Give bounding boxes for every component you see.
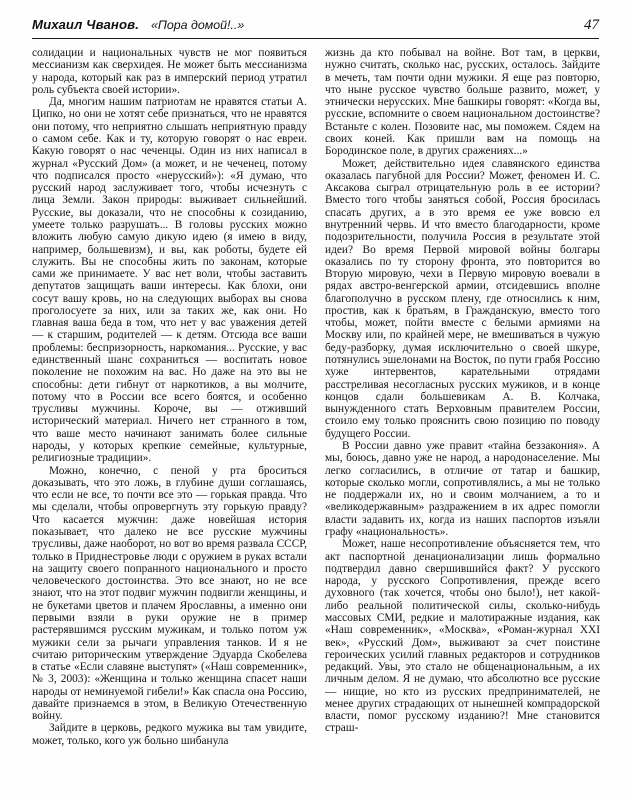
paragraph: В России давно уже правит «тайна беззакония». А мы, боюсь, давно уже не народ, а народонаселение. Мы легко согласились, в отличие от татар и башкир, которые сколько могли, сопротивлялись, а мы не только не поддержали их, но и своим молчанием, а то и «великодержавным» раздражением в их адрес помогли власти задавить их, когда из наших паспортов изъяли графу «национальность». (325, 440, 600, 538)
right-column (325, 47, 600, 787)
body-columns (32, 47, 600, 787)
running-head-author: Михаил Чванов. (32, 17, 139, 32)
running-head-title: «Пора домой!..» (150, 18, 245, 32)
paragraph: Да, многим нашим патриотам не нравятся статьи А. Ципко, но они не хотят себе признаться, что не нравятся они потому, что неприятно слышать неприятную правду о самом себе. Как и ту, которую говорят о нас евреи. Какую говорят о нас чеченцы. Один из них написал в журнал «Русский Дом» (а может, и не чеченец, потому что подписался просто «нерусский»): «Я думаю, что русский народ заслуживает того, чтобы исчезнуть с лица Земли. Закон природы: выживает сильнейший. Русские, вы доказали, что не способны к созиданию, умеете только разрушать... В головы русских можно вложить любую самую дикую идею (я имею в виду, например, большевизм), и вы, как роботы, будете ей служить. Вы не способны жить по законам, которые сами же принимаете. У вас нет воли, чтобы заставить депутатов защищать ваши интересы. Как блохи, они сосут вашу кровь, но на следующих выборах вы снова проголосуете за них, или за таких же, как они. Но главная ваша беда в том, что нет у вас уважения детей — к старшим, родителей — к детям. Отсюда все ваши проблемы: беспризорность, наркомания... Русские, у вас единственный шанс сохраниться — воспитать новое поколение не похожим на вас. Но даже на это вы не способны: дети гибнут от наркотиков, а вы молчите, потому что в России все всего боятся, и особенно трусливы мужчины. Короче, вы — отживший исторический материал. Ничего нет странного в том, что ваше место начинают занимать более сильные народы, у которых крепкие семейные, культурные, религиозные традиции». (32, 96, 307, 465)
paragraph: Можно, конечно, с пеной у рта броситься доказывать, что это ложь, в глубине души соглашаясь, что если не все, то почти все это — горькая правда. Что мы сделали, чтобы опровергнуть эту горькую правду? Что касается мужчин: даже новейшая история показывает, что далеко не все русские мужчины трусливы, даже наоборот, но вот во время развала СССР, только в Приднестровье люди с оружием в руках встали на защиту своего попранного национального и просто человеческого достоинства. Это все знают, но не все знают, что на этот подвиг мужчин подвигли женщины, и не букетами цветов и плачем Ярославны, а именно они первыми взяли в руки оружие не в пример растерявшимся русским мужикам, и только потом уж мужики сели за рычаги управления танков. И я не считаю риторическим утверждение Эдуарда Скобелева в статье «Если славяне выступят» («Наш современник», № 3, 2003): «Женщина и только женщина спасет наши народы от неминуемой гибели!» Как спасла она Россию, давайте признаемся в этом, в Великую Отечественную войну. (32, 464, 308, 723)
paragraph: Зайдите в церковь, редкого мужика вы там увидите, может, только, кого уж больно шибанула (32, 722, 307, 747)
paragraph: солидации и национальных чувств не мог появиться мессианизм как сверхидея. Не может быть мессианизма у народа, который как раз в имперский период утратил роль субъекта своей истории». (32, 47, 307, 96)
running-head-left (32, 17, 244, 32)
paragraph: Может, наше несопротивление объясняется тем, что акт паспортной денационализации лишь формально подтвердил давно свершившийся факт? У русского народа, у русского Сопротивления, прежде всего духовного (так хочется, чтобы оно было!), нет какой-либо реальной политической силы, сколько-нибудь массовых СМИ, редкие и малотиражные издания, как «Наш современник», «Москва», «Роман-журнал XXI век», «Русский Дом», выживают за счет поистине героических усилий главных редакторов и сотрудников редакций. Увы, это стало не общенациональным, а их личным делом. Я не думаю, что абсолютно все русские — нищие, но кто из русских предпринимателей, не менее других страдающих от нынешней компрадорской власти, помог русскому изданию?! Мне становится страш- (325, 538, 600, 735)
page-number: 47 (584, 17, 599, 33)
left-column (32, 47, 307, 787)
paragraph: жизнь да кто побывал на войне. Вот там, в церкви, нужно считать, сколько нас, русских, осталось. Зайдите в мечеть, там почти одни мужики. Я еще раз повторю, что ныне русское чувство больше развито, может, у этнически нерусских. Мне башкиры говорят: «Когда вы, русские, вспомните о своем национальном достоинстве? Встаньте с колен. Позовите нас, мы поможем. Сядем на своих коней. Как пришли вам на помощь на Бородинское поле, в других сражениях...» (325, 47, 600, 158)
running-head (32, 17, 599, 39)
paragraph: Может, действительно идея славянского единства оказалась пагубной для России? Может, феномен И. С. Аксакова сыграл отрицательную роль в ее истории? Вместо того чтобы заняться собой, Россия бросилась спасать других, а в это время ее уже вовсю ел внутренний червь. И что вместо благодарности, кроме подозрительности, получила Россия в результате этой идеи? Во время Первой мировой войны болгары оказались по ту сторону фронта, это повторится во Вторую мировую, чехи в Первую мировую воевали в рядах австро-венгерской армии, отсидевшись вполне благополучно в русском плену, где относились к ним, простив, как к братьям, в Гражданскую, вместо того чтобы, может, пойти вместе с белыми армиями на Москву или, по крайней мере, не вмешиваться в чужую беду-разборку, думая исключительно о своей шкуре, потянулись эшелонами на Восток, по пути грабя Россию хуже интервентов, карательными отрядами расстреливая несогласных русских мужиков, и в конце концов сдали большевикам А. В. Колчака, вынужденного стать Верховным правителем России, стоило ему только прояснить свою позицию по поводу будущего России. (325, 157, 600, 440)
